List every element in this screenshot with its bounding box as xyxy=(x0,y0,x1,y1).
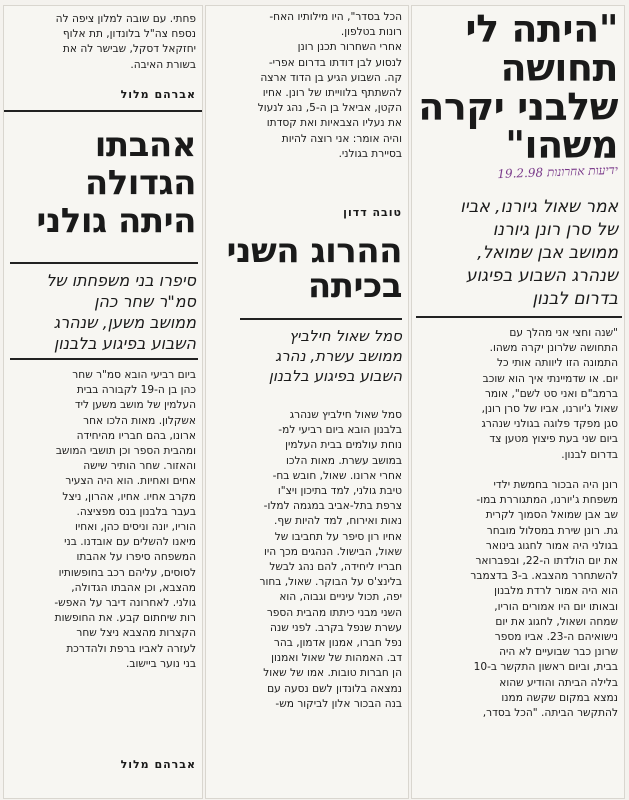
handwritten-date: ידיעות אחרונות 19.2.98 xyxy=(497,162,619,182)
body-right: "שנה וחצי אני מהלך עם התחושה שלרונן יקרה משהו. התמונה הזו ליוותה אותי כל יום. או שדמיינתי איך הוא שוכב ברמב"ם ואני סט לשם", אומר שאול ג'יורנו, אביו של סרן רונן, סגן מפקד פלוגה בגולני שנהרג ביום שני בעת פיצוץ מטען צד בדרום לבנון. רונן היה הבכור בחמשת ילדי משפחת ג'יורנו, המתגוררת במו- שב אבן שמואל הסמוך לקרית גת. רונן שירת במסלול מובחר בגולני היה אמור לחגוג בינואר את יום הולדתו ה-22, ובפברואר להשתחרר מהצבא. ב-3 בדצמבר הוא היה אמור לרדת מלבנון ובאותו יום היו אמורים הוריו, שמחה ושאול, לחגוג את יום נישואיהם ה-23. אביו מספר שרונן כבר שבועיים לא היה בבית, וביום ראשון התקשר ב-10 בלילה הביתה והודיע שהוא נמצא במקום שקשה ממנו להתקשר הביתה. "הכל בסדר, xyxy=(470,327,618,720)
subhead-left: סיפרו בני משפחתו של סמ"ר שחר כהן ממושב משען, שנהרג השבוע בפיגוע בלבנון xyxy=(46,271,196,353)
clipping-right xyxy=(412,6,624,798)
body-middle: סמל שאול חילביץ שנהרג בלבנון הובא ביום רביעי למ- נוחת עולמים בבית העלמין במושב עשרת. מאות הלכו אחרי ארונו. שאול, חובש בח- טיבת גולני, למד בתיכון ויצ"ו צרפת בתל-אביב במגמה למלו- נאות ואירוח, למד להיות שף. אחיו רון סיפר על תחביבו של שאול, הבישול. הנהגים מכך היו חבריו ליחידה, להם נהג לבשל בלינצ'ס על הבוקר. שאול, בחור יפה, תכול עיניים וגבוה, הוא השני מבני כיתתו מהבית הספר עשרת שנפל בקרב. לפני שנה נפל חברו, אמנון אדמון, בהר דב. האמהות של שאול ואמנון הן חברות טובות. אמו של שאול נמצאה בלונדון לשם נסעה עם בנה הבכור אלון לביקור מש- xyxy=(259,409,402,710)
body-left: ביום רביעי הובא סמ"ר שחר כהן בן ה-19 לקבורה בבית העלמין של מושב משען ליד אשקלון. מאות הלכו אחר ארונו, בהם חבריו מהיחידה ומהבית הספר וכן תושבי המושב והאזור. שחר הותיר שישה אחים ואחיות. הוא היה הצעיר מקרב אחיו. אחיו, אהרון, ניצל בעבר בלבנון בנס מפציצה. הוריו, יונה וניסים כהן, ואחיו מיאנו להשלים עם אובדנו. בני המשפחה סיפרו על אהבתו לסוסים, עליהם רכב בחופשותיו מהצבא, וכן אהבתו הגדולה, גולני. לאחרונה דיבר על האפש- רות שיחתום קבע. את החופשות הקצרות מהצבא ניצל שחר לעזרה לאביו ברפת ולהדרכת בני נוער ביישוב. xyxy=(54,369,196,670)
clipping-middle xyxy=(206,6,408,798)
byline-left-bottom: אברהם מלול xyxy=(120,758,196,771)
body-middle-top: הכל בסדר", היו מילותיו האח- רונות בטלפון. אחרי השחרור תכנן רונן לנסוע לבן דודתו בדרום אפרי- קה. השבוע הגיע בן הדוד ארצה להשתתף בלווייתו של רונן. אחיו הקטן, אביאל בן ה-5, נהג לנעול את נעליו הצבאיות ואת קסדתו והיה אומר: אני רוצה להיות בסיירת בגולני. xyxy=(257,11,402,160)
headline-middle: ההרוג השני בכיתה xyxy=(226,231,402,306)
byline-middle: טובה דדון xyxy=(343,206,402,219)
clipping-left xyxy=(4,6,202,798)
divider-left-top xyxy=(4,110,202,112)
divider-left-lower xyxy=(10,358,198,360)
body-left-top: פחתי. עם שובה למלון ציפה לה נספח צה"ל בלונדון, תת אלוף יחזקאל דסקל, שבישר לה את בשורת האיבה. xyxy=(55,13,196,71)
subhead-middle: סמל שאול חילביץ ממושב עשרת, נהרג השבוע בפיגוע בלבנון xyxy=(268,327,402,385)
divider-left-mid xyxy=(10,262,198,264)
divider-middle xyxy=(240,318,402,320)
subhead-right: אמר שאול גיורנו, אביו של סרן רונן גיורנו ממושב אבן שמואל, שנהרג השבוע בפיגוע בדרום לבנון xyxy=(460,197,618,309)
headline-left: אהבתו הגדולה היתה גולני xyxy=(36,125,196,242)
byline-left-top: אברהם מלול xyxy=(120,88,196,101)
divider-right xyxy=(416,316,622,318)
headline-right: "היתה לי תחושה שלבני יקרה משהו" xyxy=(418,7,618,168)
